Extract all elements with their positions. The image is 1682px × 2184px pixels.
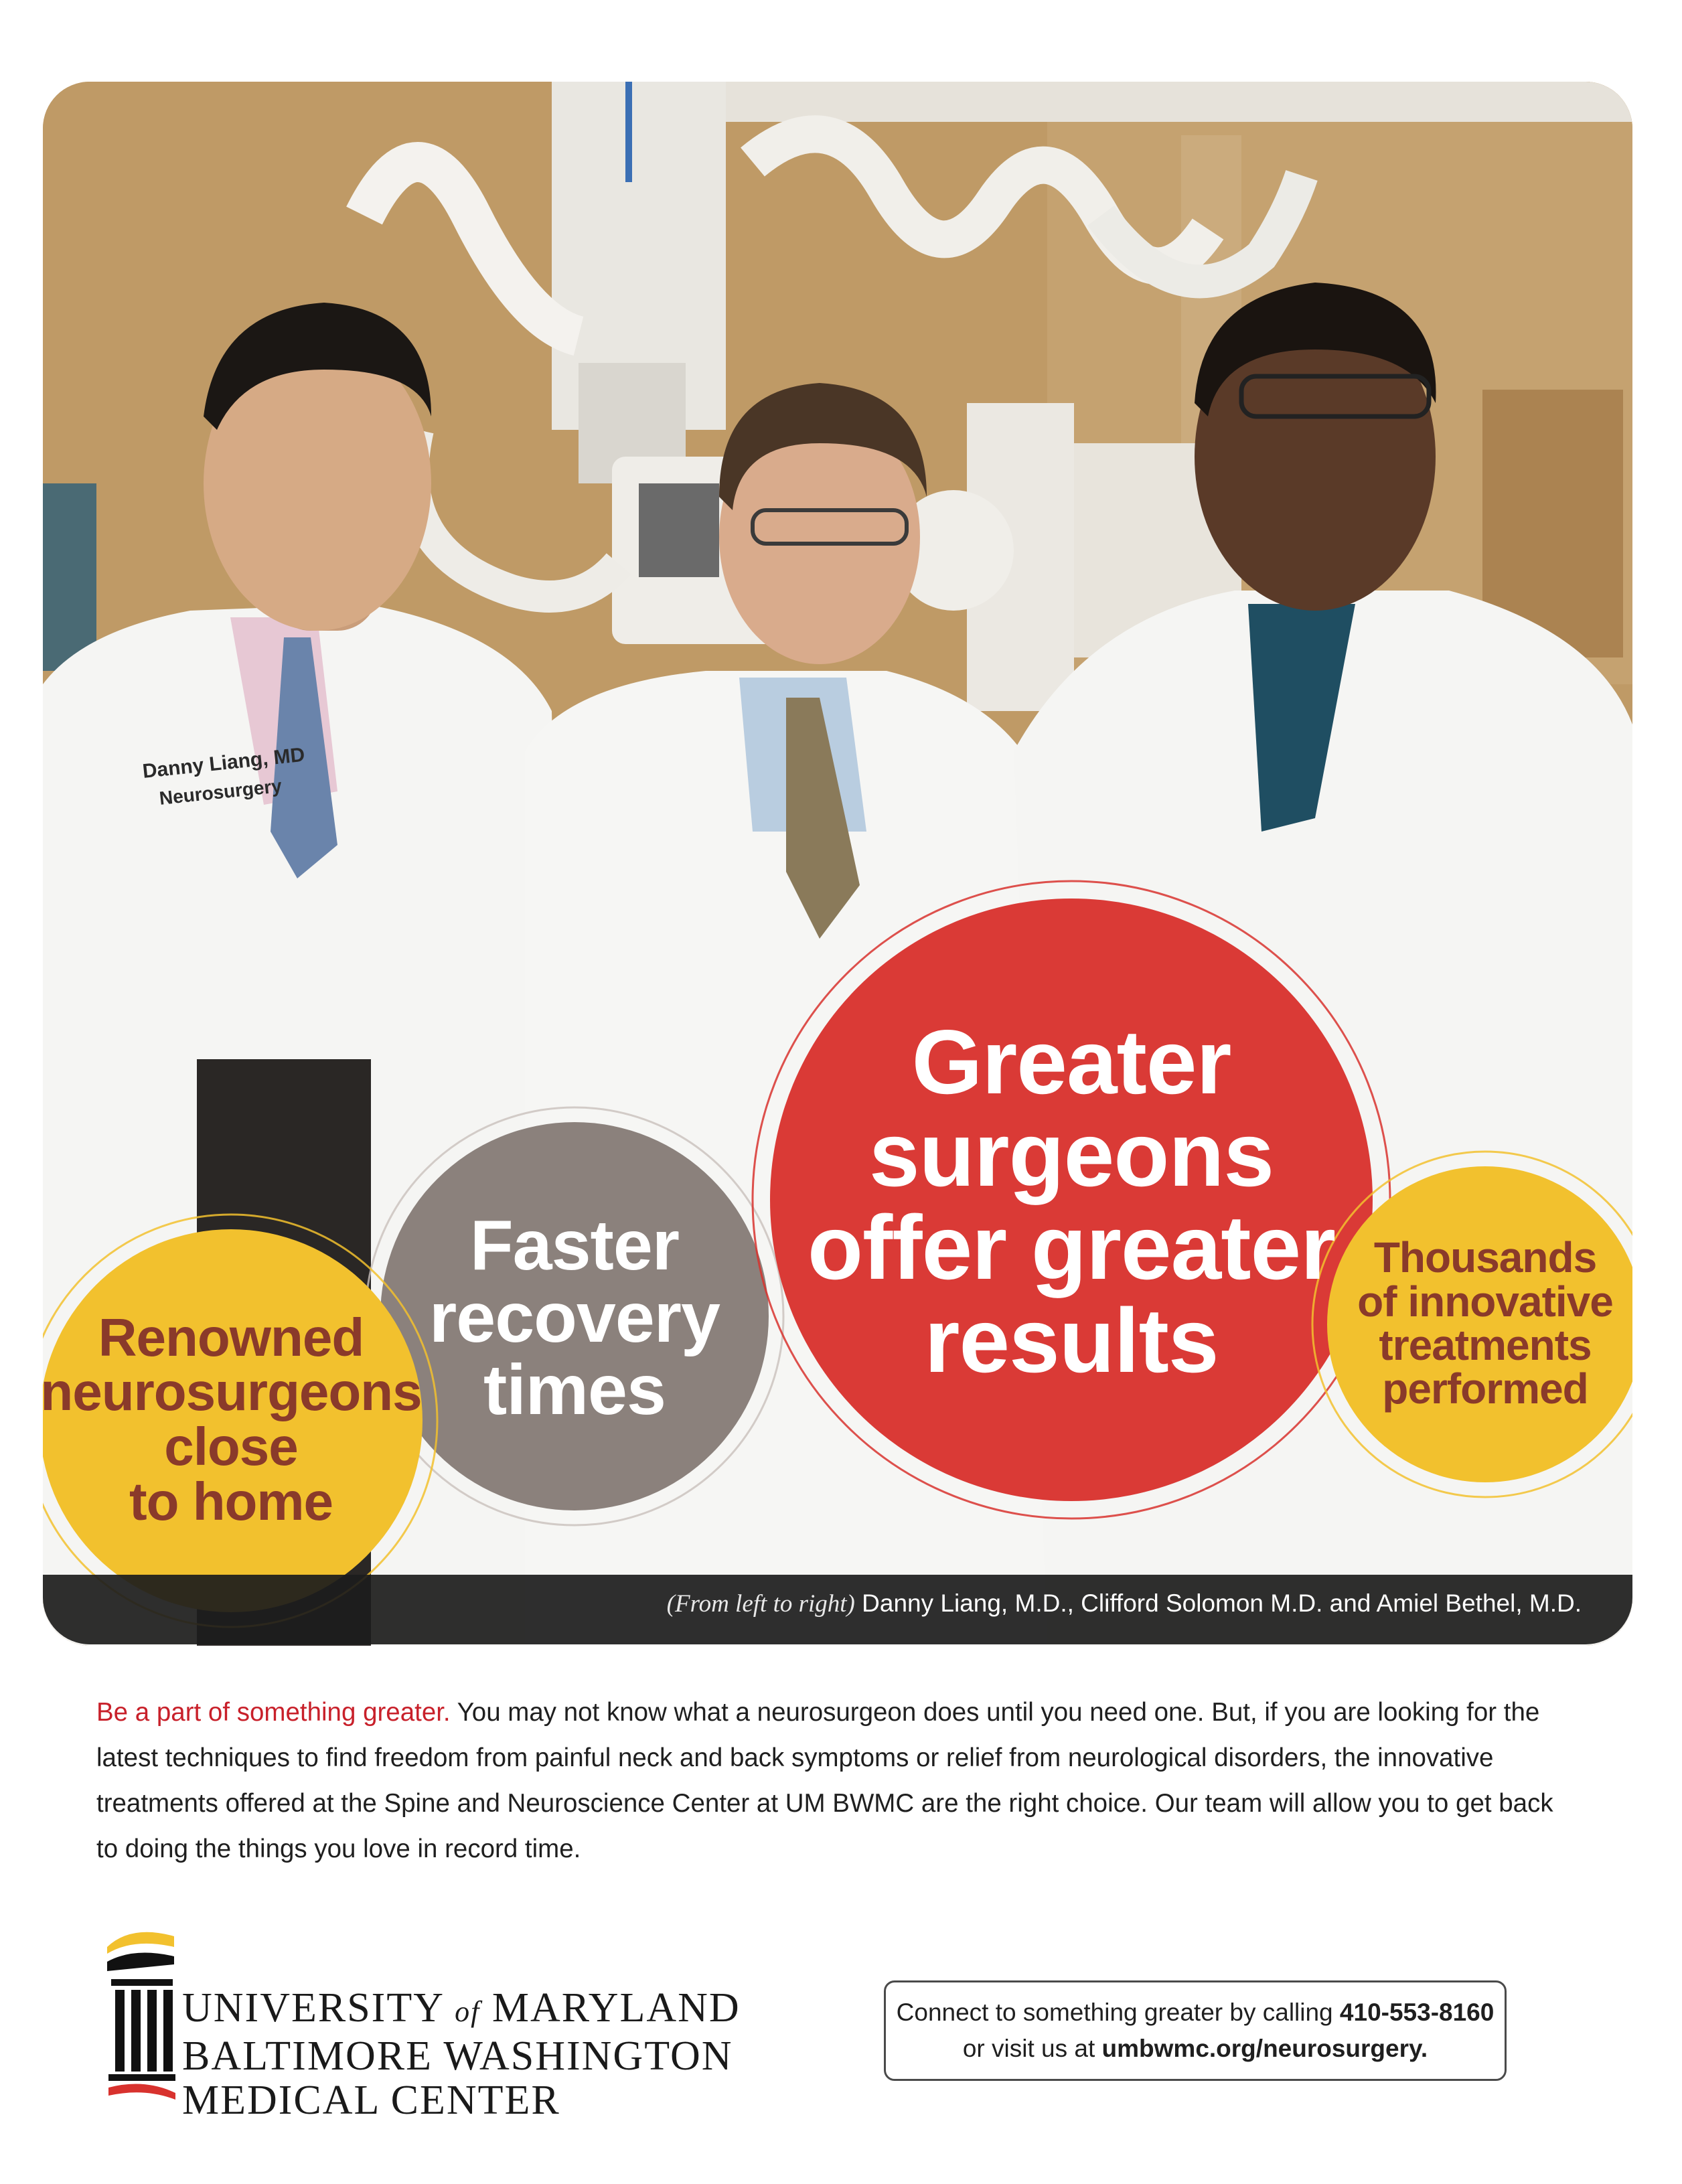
circle-line: times	[483, 1350, 666, 1430]
body-text: You may not know what a neurosurgeon does until you need one. But, if you are looking for the latest techniques to find freedom from painful neck and back symptoms or relief from neurological disorders, the innovative treatments offered at the Spine and Neuroscience Center at UM BWMC are the right choice. Our team will allow you to get back to doing the things you love in record time.	[96, 1698, 1553, 1863]
body-lead: Be a part of something greater.	[96, 1698, 451, 1727]
cta-phone[interactable]: 410-553-8160	[1339, 1999, 1495, 2026]
cta-line1	[897, 1995, 1495, 2031]
circle-line: close	[164, 1417, 298, 1476]
badge-name: Danny Liang, MD	[141, 743, 306, 783]
caption-names: Danny Liang, M.D., Clifford Solomon M.D. and Amiel Bethel, M.D.	[862, 1589, 1582, 1617]
circle-text-greater	[763, 900, 1379, 1502]
circle-line: treatments	[1379, 1321, 1592, 1369]
circle-line: offer greater	[807, 1196, 1336, 1298]
circle-line: Faster	[469, 1205, 680, 1285]
body-paragraph	[96, 1690, 1556, 1872]
circle-text-thousands	[1324, 1166, 1646, 1481]
cta-line2	[963, 2031, 1428, 2067]
circle-line: surgeons	[868, 1103, 1274, 1206]
cta-line1-text: Connect to something greater by calling	[896, 1999, 1333, 2026]
circle-line: neurosurgeons	[40, 1362, 422, 1422]
circle-line: performed	[1382, 1364, 1588, 1413]
logo-wordmark	[182, 1986, 741, 2122]
circle-line: recovery	[429, 1277, 720, 1357]
cta-url[interactable]: umbwmc.org/neurosurgery.	[1101, 2035, 1428, 2062]
circle-line: Greater	[911, 1010, 1231, 1113]
circle-text-renowned	[40, 1232, 422, 1607]
circle-text-faster	[390, 1133, 759, 1502]
logo-line2: BALTIMORE WASHINGTON	[182, 2033, 733, 2079]
logo-of: of	[455, 1995, 481, 2028]
logo-line1-a: UNIVERSITY	[182, 1985, 443, 2031]
circle-line: results	[924, 1289, 1219, 1391]
cta-box	[884, 1980, 1507, 2081]
photo-caption	[667, 1589, 1582, 1618]
columns-icon	[107, 1932, 175, 2100]
cta-line2-text: or visit us at	[962, 2035, 1095, 2062]
logo-line1-b: MARYLAND	[491, 1985, 741, 2031]
logo-line3: MEDICAL CENTER	[182, 2078, 560, 2123]
circle-line: Renowned	[98, 1307, 364, 1367]
circle-line: Thousands	[1373, 1233, 1597, 1282]
circle-line: of innovative	[1357, 1277, 1613, 1326]
badge-dept: Neurosurgery	[158, 775, 283, 809]
circle-line: to home	[129, 1471, 333, 1531]
caption-prefix: (From left to right)	[666, 1590, 855, 1618]
